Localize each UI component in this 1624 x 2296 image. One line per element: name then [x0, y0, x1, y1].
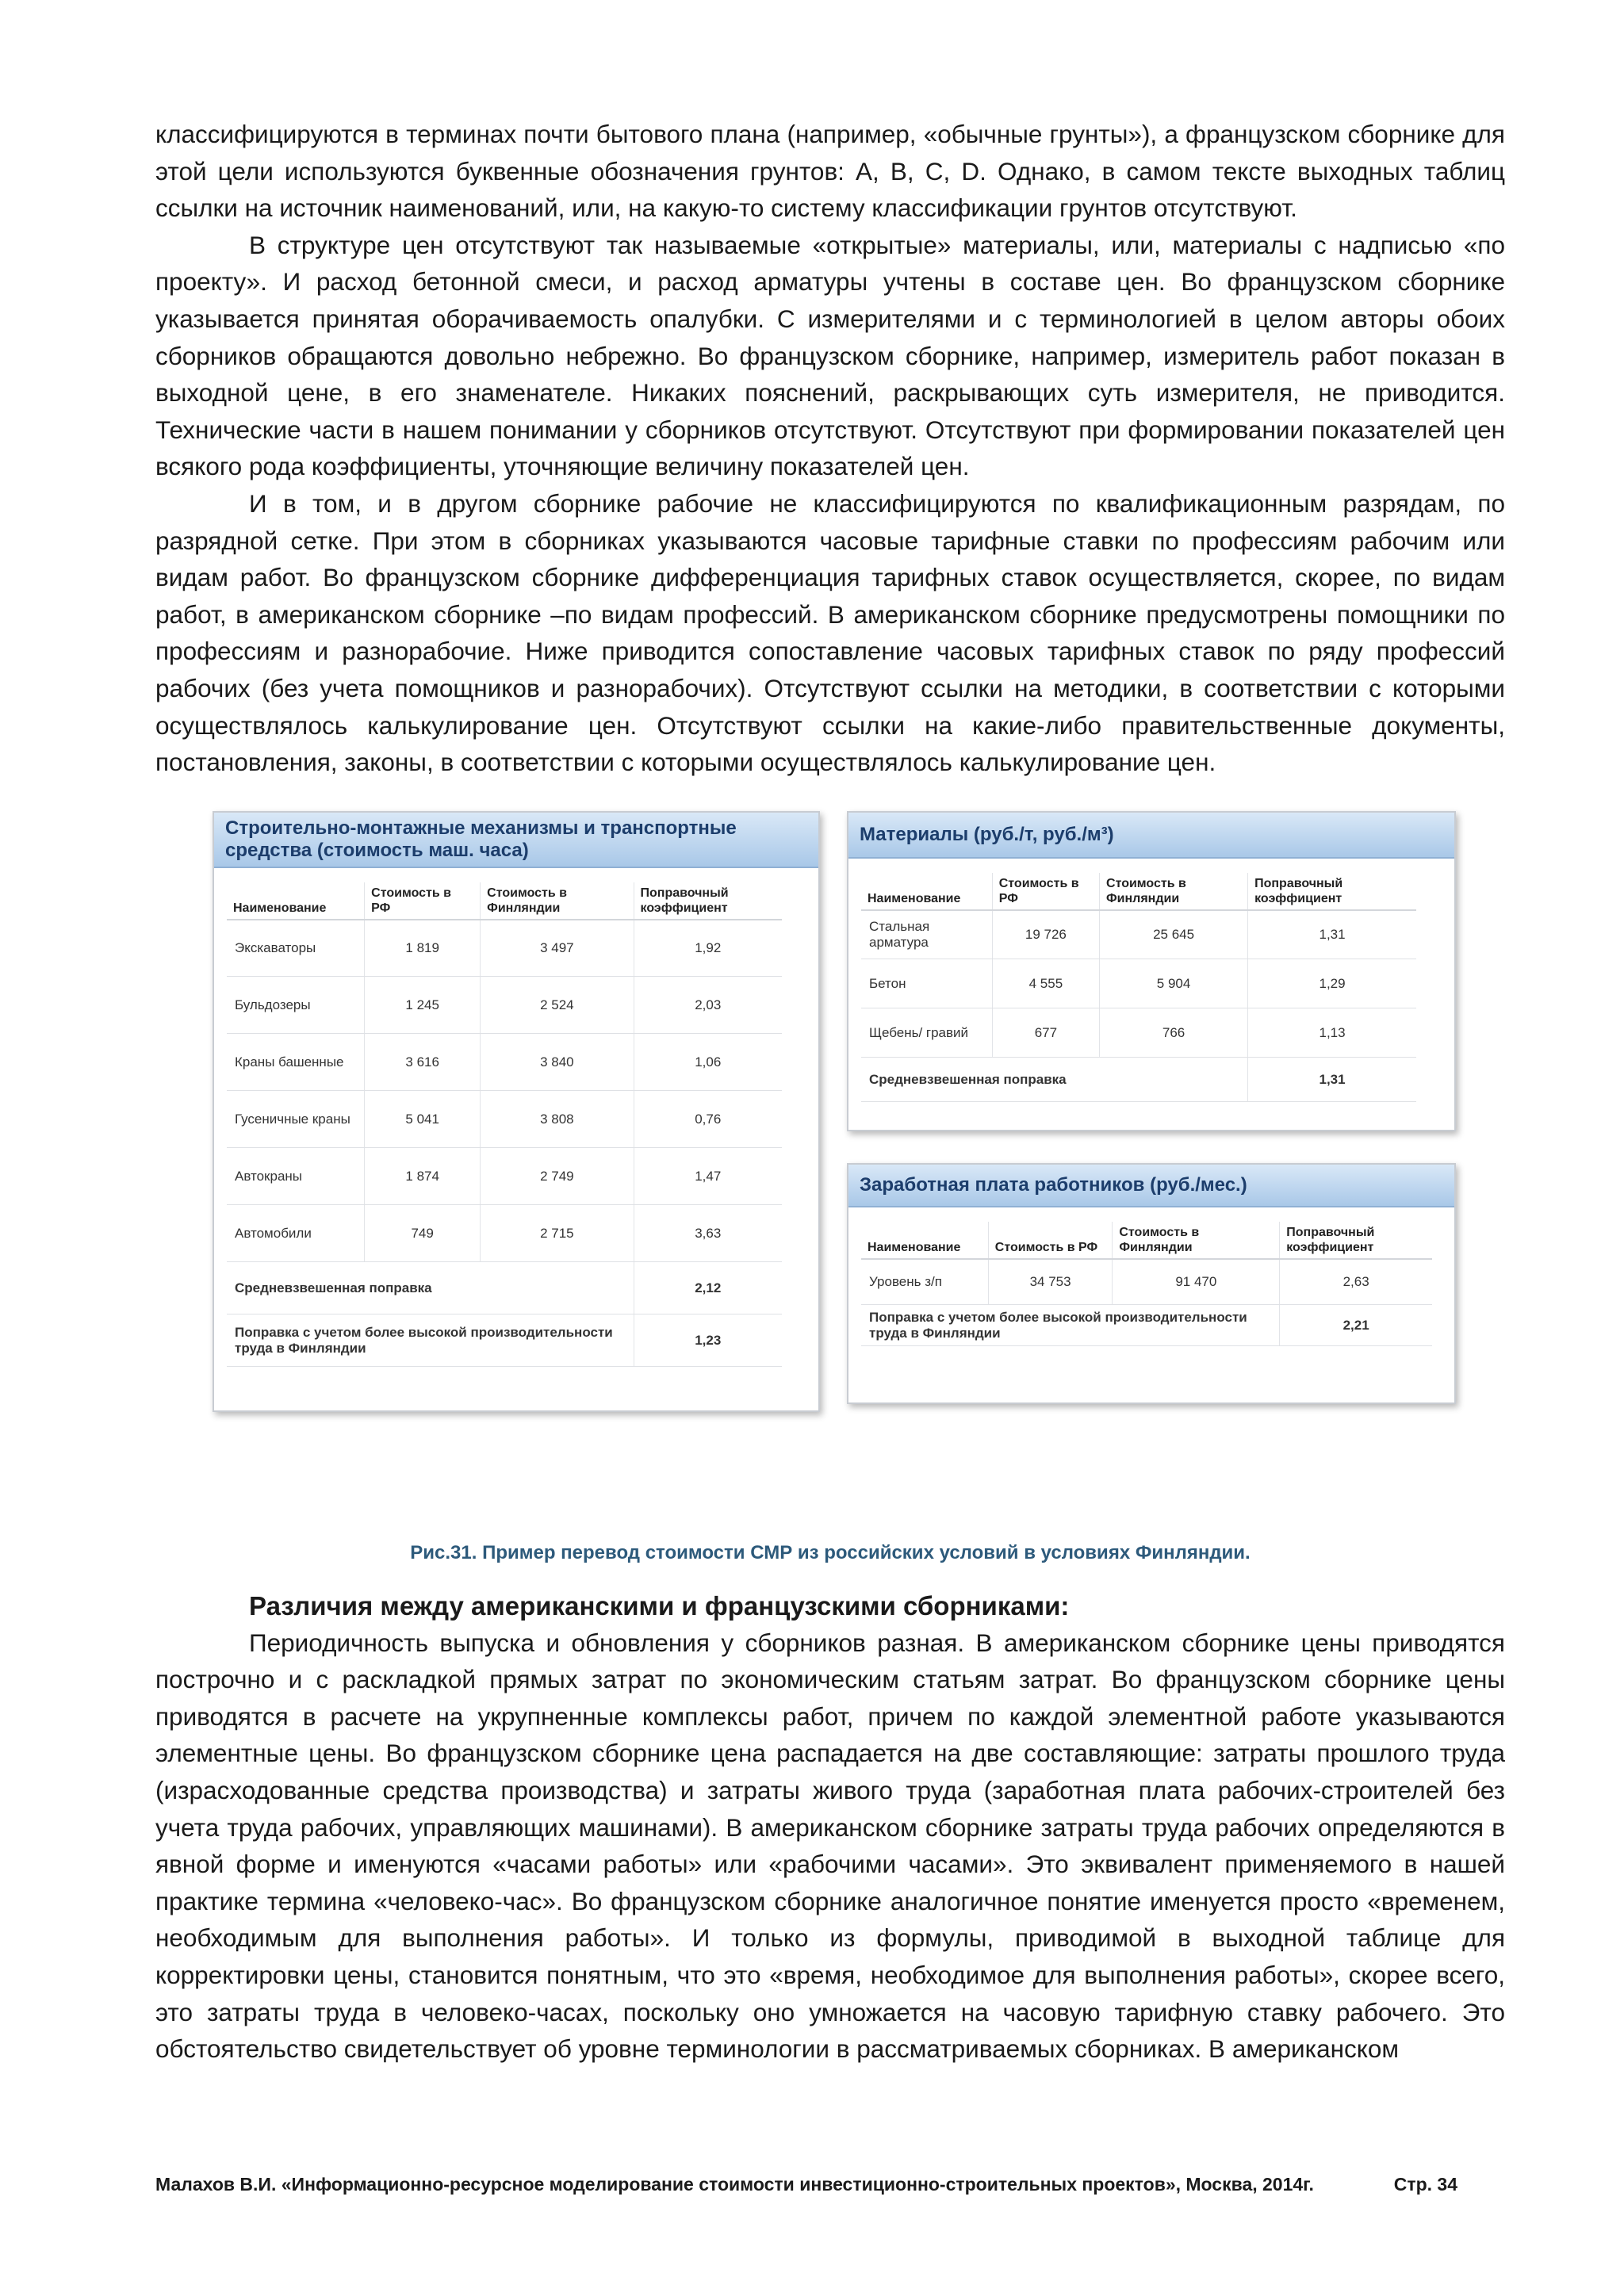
machines-cell-5-3: 3,63 — [634, 1205, 782, 1262]
materials-header-2: Стоимость в Финляндии — [1100, 873, 1248, 910]
wages-header-0: Наименование — [861, 1222, 988, 1259]
machines-header-0: Наименование — [227, 882, 365, 920]
machines-panel — [213, 811, 820, 1412]
machines-cell-1-1: 1 245 — [365, 977, 481, 1034]
materials-cell-2-1: 677 — [992, 1008, 1099, 1058]
document-body — [155, 116, 1505, 2068]
wages-table — [861, 1222, 1432, 1347]
wages-header-1: Стоимость в РФ — [988, 1222, 1113, 1259]
machines-cell-0-0: Экскаваторы — [227, 920, 365, 977]
machines-cell-1-3: 2,03 — [634, 977, 782, 1034]
machines-cell-1-2: 2 524 — [481, 977, 634, 1034]
machines-avg-row — [227, 1262, 782, 1314]
machines-cell-3-2: 3 808 — [481, 1091, 634, 1148]
machines-cell-4-0: Автокраны — [227, 1148, 365, 1205]
machines-cell-4-2: 2 749 — [481, 1148, 634, 1205]
wages-panel — [847, 1163, 1456, 1404]
materials-cell-0-3: 1,31 — [1248, 910, 1416, 959]
machines-avg-row-value: 2,12 — [634, 1262, 782, 1314]
machines-cell-2-3: 1,06 — [634, 1034, 782, 1091]
paragraph-2: В структуре цен отсутствуют так называемые «открытые» материалы, или, материалы с надписью «по проекту». И расход бетонной смеси, и расход арматуры учтены в составе цен. Во французском сборнике указывается принятая оборачиваемость опалубки. С измерителями и с терминологией в целом авторы обоих сборников обращаются довольно небрежно. Во французском сборнике, например, измеритель работ показан в выходной цене, в его знаменателе. Никаких пояснений, раскрывающих суть измерителя, не приводится. Технические части в нашем понимании у сборников отсутствуют. Отсутствуют при формировании показателей цен всякого рода коэффициенты, уточняющие величину показателей цен. — [155, 230, 1505, 481]
materials-table — [861, 873, 1416, 1103]
materials-title: Материалы (руб./т, руб./м³) — [848, 813, 1454, 859]
page-number: Стр. 34 — [1393, 2174, 1457, 2195]
materials-cell-1-1: 4 555 — [992, 959, 1099, 1008]
machines-cell-0-2: 3 497 — [481, 920, 634, 977]
machines-cell-5-2: 2 715 — [481, 1205, 634, 1262]
machines-cell-4-1: 1 874 — [365, 1148, 481, 1205]
paragraph-3: И в том, и в другом сборнике рабочие не классифицируются по квалификационным разрядам, по разрядной сетке. При этом в сборниках указываются часовые тарифные ставки по профессиям рабочим или видам работ. Во французском сборнике дифференциация тарифных ставок осуществляется, скорее, по видам работ, в американском сборнике –по видам профессий. В американском сборнике предусмотрены помощники по профессиям и разнорабочие. Ниже приводится сопоставление часовых тарифных ставок по ряду профессий рабочих (без учета помощников и разнорабочих). Отсутствуют ссылки на методики, в соответствии с которыми осуществлялось калькулирование цен. Отсутствуют ссылки на какие-либо правительственные документы, постановления, законы, в соответствии с которыми осуществлялось калькулирование цен. — [155, 488, 1505, 777]
machines-cell-4-3: 1,47 — [634, 1148, 782, 1205]
table-row — [227, 1034, 782, 1091]
footer-citation: Малахов В.И. «Информационно-ресурсное моделирование стоимости инвестиционно-строительных проектов», Москва, 2014г. — [155, 2174, 1314, 2195]
materials-cell-0-0: Стальная арматура — [861, 910, 992, 959]
materials-cell-2-3: 1,13 — [1248, 1008, 1416, 1058]
materials-header-0: Наименование — [861, 873, 992, 910]
materials-avg-row-value: 1,31 — [1248, 1058, 1416, 1102]
machines-cell-2-0: Краны башенные — [227, 1034, 365, 1091]
materials-panel — [847, 811, 1456, 1131]
page-footer — [155, 2174, 1505, 2195]
materials-cell-0-1: 19 726 — [992, 910, 1099, 959]
materials-header-1: Стоимость в РФ — [992, 873, 1099, 910]
table-row — [227, 920, 782, 977]
machines-cell-5-1: 749 — [365, 1205, 481, 1262]
machines-title: Строительно-монтажные механизмы и транспортные средства (стоимость маш. часа) — [214, 813, 818, 868]
materials-cell-0-2: 25 645 — [1100, 910, 1248, 959]
wages-cell-0-0: Уровень з/п — [861, 1259, 988, 1305]
wages-prod-row-value: 2,21 — [1280, 1305, 1432, 1346]
machines-table — [227, 882, 782, 1368]
wages-cell-0-1: 34 753 — [988, 1259, 1113, 1305]
table-row — [227, 1091, 782, 1148]
materials-header-3: Поправочный коэффициент — [1248, 873, 1416, 910]
machines-header-1: Стоимость в РФ — [365, 882, 481, 920]
machines-cell-1-0: Бульдозеры — [227, 977, 365, 1034]
materials-cell-1-3: 1,29 — [1248, 959, 1416, 1008]
wages-title: Заработная плата работников (руб./мес.) — [848, 1165, 1454, 1207]
table-row — [861, 1259, 1432, 1305]
figure-caption: Рис.31. Пример перевод стоимости СМР из российских условий в условиях Финляндии. — [410, 1541, 1251, 1563]
machines-cell-5-0: Автомобили — [227, 1205, 365, 1262]
materials-cell-2-2: 766 — [1100, 1008, 1248, 1058]
materials-cell-2-0: Щебень/ гравий — [861, 1008, 992, 1058]
wages-cell-0-2: 91 470 — [1113, 1259, 1280, 1305]
wages-prod-row-label: Поправка с учетом более высокой производительности труда в Финляндии — [861, 1305, 1280, 1346]
table-row — [861, 959, 1416, 1008]
table-row — [861, 1008, 1416, 1058]
table-row — [227, 1148, 782, 1205]
machines-prod-row-label: Поправка с учетом более высокой производительности труда в Финляндии — [227, 1314, 634, 1367]
table-row — [227, 977, 782, 1034]
machines-cell-3-1: 5 041 — [365, 1091, 481, 1148]
machines-cell-3-0: Гусеничные краны — [227, 1091, 365, 1148]
machines-cell-2-2: 3 840 — [481, 1034, 634, 1091]
table-row — [227, 1205, 782, 1262]
materials-avg-row-label: Средневзвешенная поправка — [861, 1058, 1248, 1102]
materials-cell-1-0: Бетон — [861, 959, 992, 1008]
wages-header-3: Поправочный коэффициент — [1280, 1222, 1432, 1259]
figure-31 — [155, 790, 1505, 1528]
paragraph-1: классифицируются в терминах почти бытового плана (например, «обычные грунты»), а французском сборнике для этой цели используются буквенные обозначения грунтов: A, B, C, D. Однако, в самом тексте выходных таблиц ссылки на источник наименований, или, на какую-то систему классификации грунтов отсутствуют. — [155, 120, 1505, 223]
materials-cell-1-2: 5 904 — [1100, 959, 1248, 1008]
table-row — [861, 910, 1416, 959]
machines-header-2: Стоимость в Финляндии — [481, 882, 634, 920]
materials-avg-row — [861, 1058, 1416, 1102]
machines-cell-0-1: 1 819 — [365, 920, 481, 977]
machines-cell-3-3: 0,76 — [634, 1091, 782, 1148]
wages-header-2: Стоимость в Финляндии — [1113, 1222, 1280, 1259]
wages-cell-0-3: 2,63 — [1280, 1259, 1432, 1305]
machines-cell-2-1: 3 616 — [365, 1034, 481, 1091]
machines-prod-row-value: 1,23 — [634, 1314, 782, 1367]
paragraph-4: Периодичность выпуска и обновления у сборников разная. В американском сборнике цены приводятся построчно и с раскладкой прямых затрат по экономическим статьям затрат. Во французском сборнике цены приводятся в расчете на укрупненные комплексы работ, причем по каждой элементной работе указываются элементные цены. Во французском сборнике цена распадается на две составляющие: затраты прошлого труда (израсходованные средства производства) и затраты живого труда (заработная плата рабочих-строителей без учета труда рабочих, управляющих машинами). В американском сборнике затраты труда рабочих определяются в явной форме и именуются «часами работы» или «рабочими часами». Это эквивалент применяемого в нашей практике термина «человеко-час». Во французском сборнике аналогичное понятие именуется просто «временем, необходимым для выполнения работы». И только из формулы, приводимой в выходной таблице для корректировки цены, становится понятным, что это «время, необходимое для выполнения работы», скорее всего, это затраты труда в человеко-часах, поскольку оно умножается на часовую тарифную ставку рабочего. Это обстоятельство свидетельствует об уровне терминологии в рассматриваемых сборниках. В американском — [155, 1628, 1505, 2064]
machines-cell-0-3: 1,92 — [634, 920, 782, 977]
section-heading: Различия между американскими и французскими сборниками: — [249, 1590, 1070, 1621]
machines-header-3: Поправочный коэффициент — [634, 882, 782, 920]
machines-avg-row-label: Средневзвешенная поправка — [227, 1262, 634, 1314]
wages-prod-row — [861, 1305, 1432, 1346]
machines-prod-row — [227, 1314, 782, 1367]
